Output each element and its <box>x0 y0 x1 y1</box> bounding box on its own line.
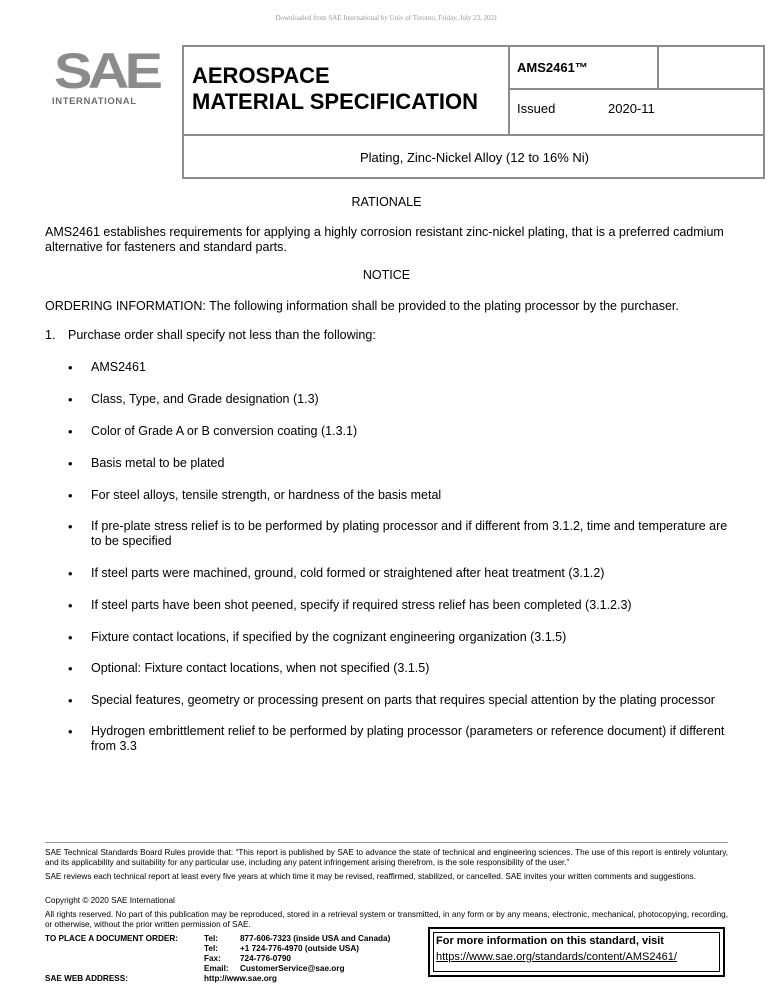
bullet-icon: • <box>68 693 73 708</box>
bullet-icon: • <box>68 724 73 739</box>
email-link[interactable]: CustomerService@sae.org <box>240 964 345 973</box>
spec-header-box <box>182 45 765 179</box>
rights-notice: All rights reserved. No part of this publication may be reproduced, stored in a retrieval system or transmitted, in any form or by any means, electronic, mechanical, photocopying, recording, or otherwise, without the prior written permission of SAE. <box>45 910 728 929</box>
more-info-title: For more information on this standard, visit <box>436 935 664 947</box>
rationale-heading: RATIONALE <box>351 195 422 209</box>
list-item <box>91 519 736 549</box>
bullet-icon: • <box>68 598 73 613</box>
more-info-box <box>428 927 725 977</box>
copyright: Copyright © 2020 SAE International <box>45 896 175 905</box>
list-item <box>91 392 736 407</box>
logo-subtitle: INTERNATIONAL <box>52 96 137 107</box>
list-item-line: Hydrogen embrittlement relief to be performed by plating processor (parameters or reference document) if different <box>91 724 725 738</box>
fax-label: Fax: <box>204 954 221 963</box>
list-item <box>91 488 736 503</box>
bullet-icon: • <box>68 566 73 581</box>
divider <box>184 134 765 136</box>
bullet-icon: • <box>68 519 73 534</box>
document-title: Plating, Zinc-Nickel Alloy (12 to 16% Ni) <box>359 150 590 165</box>
list-item <box>91 566 736 581</box>
footer-divider <box>45 842 728 843</box>
bullet-icon: • <box>68 424 73 439</box>
list-item-line: If pre-plate stress relief is to be performed by plating processor and if different from 3.1.2, time and temperature are <box>91 519 728 533</box>
item-number: 1. <box>45 328 56 342</box>
divider <box>508 47 510 135</box>
spec-type-line2: MATERIAL SPECIFICATION <box>192 89 478 114</box>
list-item <box>91 693 736 708</box>
tel2-label: Tel: <box>204 944 218 953</box>
email-label: Email: <box>204 964 229 973</box>
sae-logo <box>52 43 159 110</box>
logo-mark: SAE <box>54 43 159 99</box>
divider <box>508 88 765 90</box>
item-text: Purchase order shall specify not less than the following: <box>68 328 376 342</box>
rationale-text <box>45 225 733 255</box>
list-item <box>91 724 736 754</box>
tel2-value: +1 724-776-4970 (outside USA) <box>240 944 359 953</box>
bullet-icon: • <box>68 661 73 676</box>
tel-value: 877-606-7323 (inside USA and Canada) <box>240 934 391 943</box>
web-label: SAE WEB ADDRESS: <box>45 974 128 983</box>
ordering-information: ORDERING INFORMATION: The following information shall be provided to the plating processor by the purchaser. <box>45 299 679 313</box>
bullet-icon: • <box>68 456 73 471</box>
spec-type-title <box>192 63 478 115</box>
list-item <box>91 456 736 471</box>
rationale-line: AMS2461 establishes requirements for applying a highly corrosion resistant zinc-nickel plating, that is a preferred cadmium <box>45 225 724 239</box>
bullet-icon: • <box>68 360 73 375</box>
list-item-line: If steel parts were machined, ground, cold formed or straightened after heat treatment (3.1.2) <box>91 566 605 580</box>
list-item-line: For steel alloys, tensile strength, or hardness of the basis metal <box>91 488 442 502</box>
spec-type-line1: AEROSPACE <box>192 63 330 88</box>
document-number: AMS2461™ <box>517 60 588 75</box>
list-item-line: from 3.3 <box>91 739 137 753</box>
list-item-line: Basis metal to be plated <box>91 456 225 470</box>
list-item-line: AMS2461 <box>91 360 146 374</box>
fax-value: 724-776-0790 <box>240 954 291 963</box>
divider <box>657 47 659 89</box>
issued-label: Issued <box>517 101 556 116</box>
list-item-line: Fixture contact locations, if specified by the cognizant engineering organization (3.1.5) <box>91 630 567 644</box>
list-item <box>91 661 736 676</box>
list-item <box>91 424 736 439</box>
bullet-icon: • <box>68 392 73 407</box>
bullet-icon: • <box>68 488 73 503</box>
list-item-line: Special features, geometry or processing present on parts that requires special attention by the plating processor <box>91 693 715 707</box>
list-item <box>91 598 736 613</box>
tel-label: Tel: <box>204 934 218 943</box>
list-item <box>91 360 736 375</box>
download-notice: Downloaded from SAE International by Univ of Toronto, Friday, July 23, 2021 <box>275 14 498 22</box>
list-item-line: Optional: Fixture contact locations, when not specified (3.1.5) <box>91 661 430 675</box>
order-label: TO PLACE A DOCUMENT ORDER: <box>45 934 178 943</box>
list-item-line: to be specified <box>91 534 172 548</box>
review-notice: SAE reviews each technical report at least every five years at which time it may be revised, reaffirmed, stabilized, or cancelled. SAE invites your written comments and suggestions. <box>45 872 697 881</box>
list-item-line: Class, Type, and Grade designation (1.3) <box>91 392 319 406</box>
notice-heading: NOTICE <box>362 268 411 282</box>
web-link[interactable]: http://www.sae.org <box>204 974 277 983</box>
list-item-line: Color of Grade A or B conversion coating (1.3.1) <box>91 424 358 438</box>
standard-link[interactable]: https://www.sae.org/standards/content/AMS2461/ <box>436 951 677 963</box>
rationale-line: alternative for fasteners and standard parts. <box>45 240 287 254</box>
tsb-rules: SAE Technical Standards Board Rules provide that: “This report is published by SAE to advance the state of technical and engineering sciences. The use of this report is entirely voluntary, and its applicability and suitability for any particular use, including any patent infringement arising therefrom, is the sole responsibility of the user.” <box>45 848 728 867</box>
bullet-icon: • <box>68 630 73 645</box>
list-item-line: If steel parts have been shot peened, specify if required stress relief has been completed (3.1.2.3) <box>91 598 632 612</box>
list-item <box>91 630 736 645</box>
issued-date: 2020-11 <box>608 101 655 116</box>
